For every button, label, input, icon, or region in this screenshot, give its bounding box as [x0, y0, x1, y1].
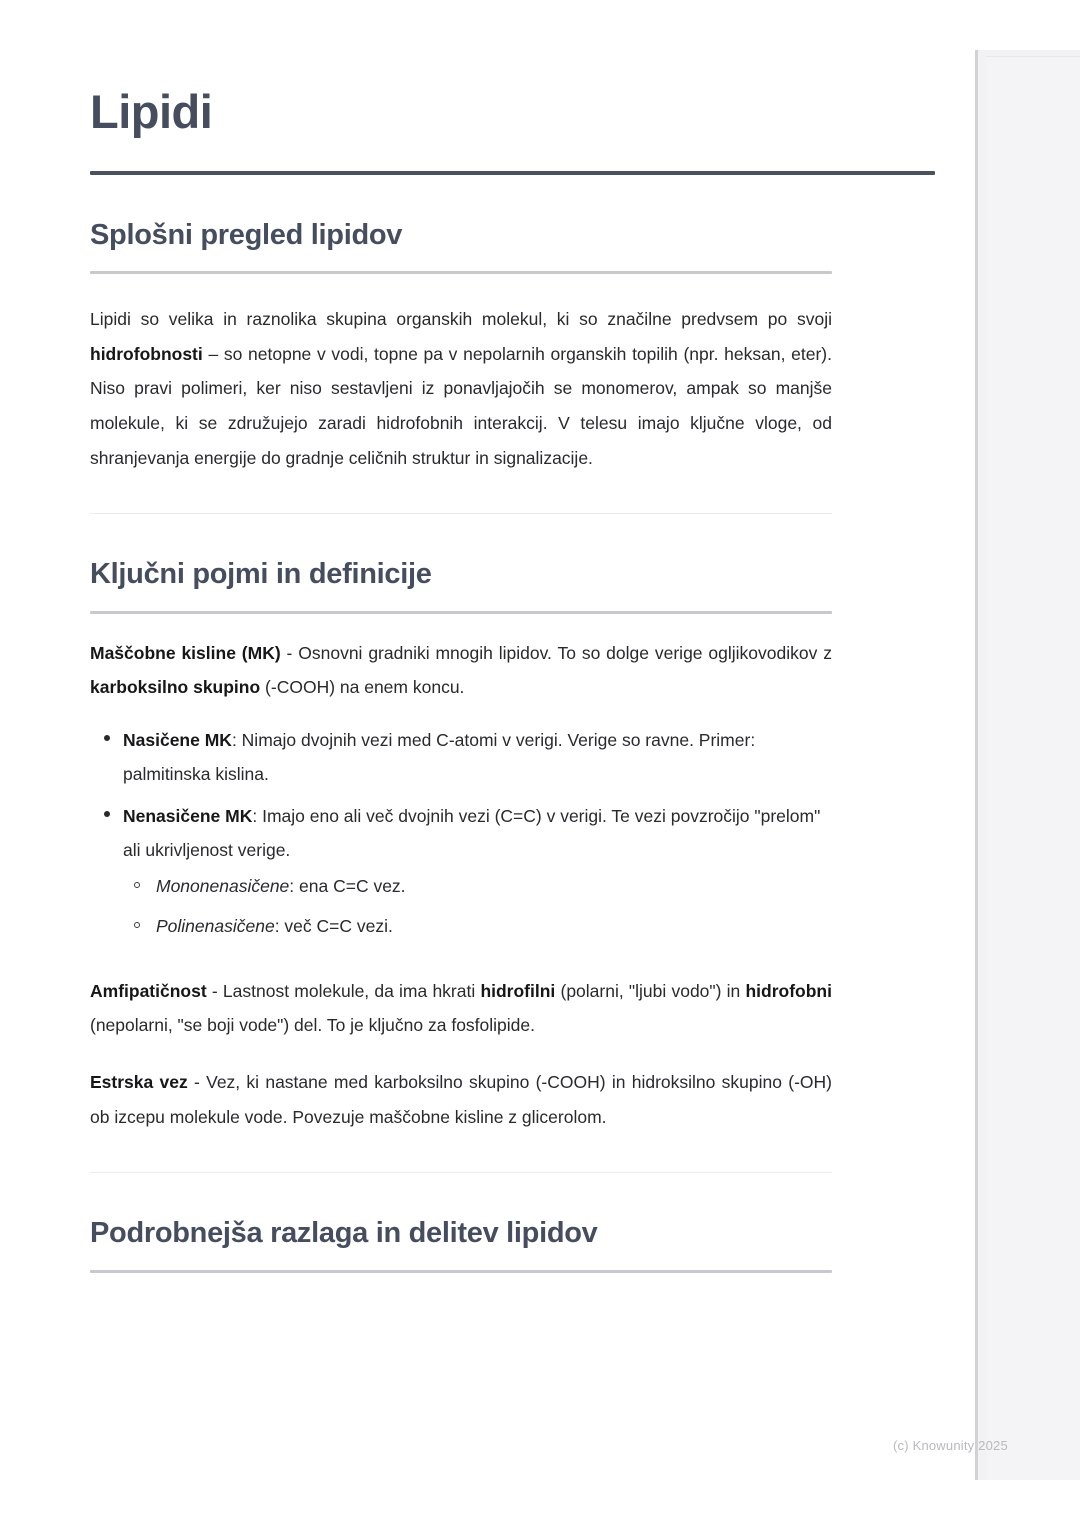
fatty-acids-text-2: (-COOH) na enem koncu. — [260, 677, 465, 698]
bullet-dot-icon — [104, 811, 110, 817]
bullet-dot-icon — [104, 735, 110, 741]
fatty-acid-types-list — [90, 723, 832, 944]
bullet-circle-icon — [134, 922, 140, 928]
overview-text-part-1: Lipidi so velika in raznolika skupina organskih molekul, ki so značilne predvsem po svoji — [90, 309, 832, 330]
list-item — [123, 909, 832, 943]
scroll-panel[interactable] — [975, 50, 1080, 1480]
definition-fatty-acids — [90, 636, 832, 705]
definition-ester-bond — [90, 1065, 832, 1134]
subbullet-text-mono: : ena C=C vez. — [289, 876, 406, 897]
amphipathicity-text-2: (polarni, "ljubi vodo") in — [555, 980, 746, 1001]
fatty-acids-text-1: - Osnovni gradniki mnogih lipidov. To so dolge verige ogljikovodikov z — [280, 642, 832, 663]
definition-amphipathicity — [90, 974, 832, 1043]
document-content — [90, 86, 935, 1273]
bullet-text-unsaturated: : Imajo eno ali več dvojnih vezi (C=C) v verigi. Te vezi povzročijo "prelom" ali ukrivljenost verige. — [123, 806, 821, 861]
overview-text-part-2: – so netopne v vodi, topne pa v nepolarnih organskih topilih (npr. heksan, eter). Niso pravi polimeri, ker niso sestavljeni iz ponavljajočih se monomerov, ampak so manjše molekule, ki se združujejo zaradi hidrofobnih interakcij. V telesu imajo ključne vloge, od shranjevanja energije do gradnje celičnih struktur in signalizacije. — [90, 343, 832, 468]
unsaturated-subtypes-list — [123, 869, 832, 943]
bullet-text-saturated: : Nimajo dvojnih vezi med C-atomi v verigi. Verige so ravne. Primer: palmitinska kislina. — [123, 729, 756, 784]
term-ester-bond: Estrska vez — [90, 1071, 188, 1092]
term-amphipathicity: Amfipatičnost — [90, 980, 207, 1001]
section-heading-detail: Podrobnejša razlaga in delitev lipidov — [90, 1217, 598, 1250]
list-item — [90, 799, 832, 944]
amphipathicity-text-1: - Lastnost molekule, da ima hkrati — [206, 980, 481, 1001]
term-hydrophobic: hidrofobni — [745, 980, 832, 1001]
bullet-circle-icon — [134, 882, 140, 888]
section-heading-overview: Splošni pregled lipidov — [90, 218, 403, 251]
overview-bold-hidrofobnosti: hidrofobnosti — [90, 343, 203, 364]
section-heading-key-terms: Ključni pojmi in definicije — [90, 558, 432, 591]
amphipathicity-text-3: (nepolarni, "se boji vode") del. To je ključno za fosfolipide. — [90, 1015, 535, 1036]
overview-paragraph — [90, 302, 832, 475]
ester-bond-text: - Vez, ki nastane med karboksilno skupino (-COOH) in hidroksilno skupino (-OH) ob izcepu molekule vode. Povezuje maščobne kisline z glicerolom. — [90, 1071, 832, 1127]
page-title: Lipidi — [90, 85, 213, 138]
subbullet-term-mono: Mononenasičene — [156, 876, 290, 897]
term-carboxyl-group: karboksilno skupino — [90, 677, 261, 698]
subbullet-text-poly: : več C=C vezi. — [274, 916, 393, 937]
list-item — [123, 869, 832, 903]
bullet-term-saturated: Nasičene MK — [123, 729, 232, 750]
section-heading-detail-underline — [90, 1270, 832, 1273]
subbullet-term-poly: Polinenasičene — [156, 916, 275, 937]
copyright-watermark: (c) Knowunity 2025 — [893, 1438, 1008, 1453]
list-item — [90, 723, 832, 791]
term-fatty-acids: Maščobne kisline (MK) — [90, 642, 281, 663]
bullet-term-unsaturated: Nenasičene MK — [123, 806, 253, 827]
scroll-panel-track[interactable] — [986, 56, 1080, 1480]
term-hydrophilic: hidrofilni — [480, 980, 556, 1001]
